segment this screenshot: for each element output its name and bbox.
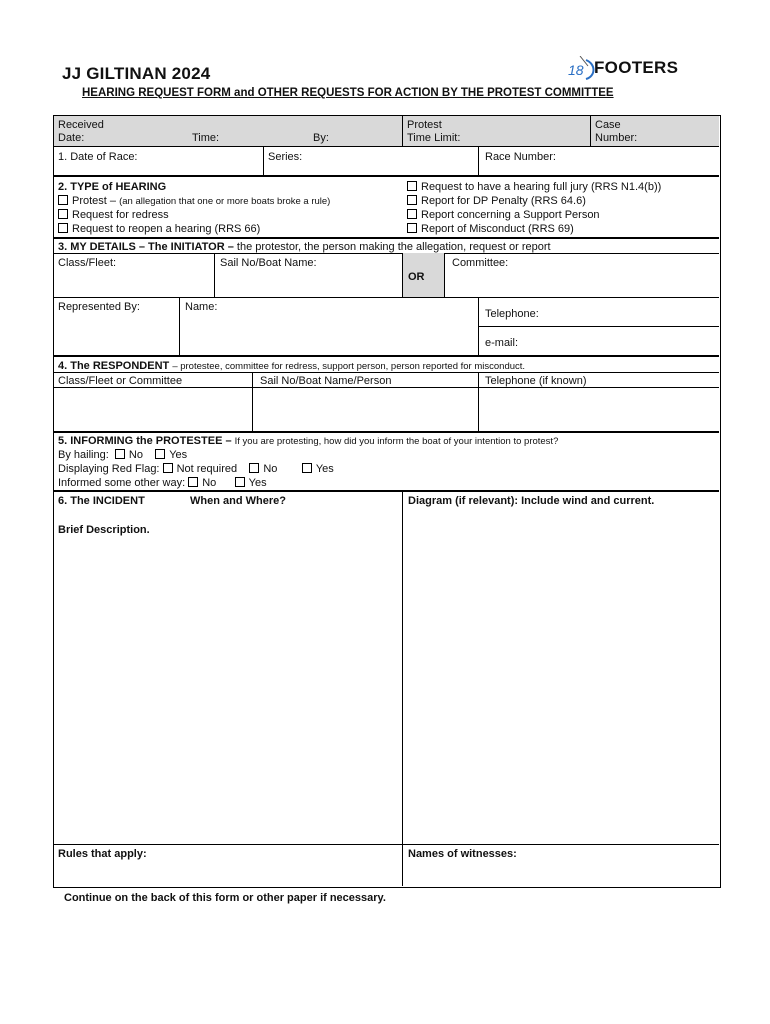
representative-name-field[interactable]: Name: <box>185 301 218 313</box>
support-person-checkbox[interactable] <box>407 209 417 219</box>
logo-mark-text: 18 <box>568 62 584 78</box>
case-number-label: Number: <box>595 132 638 144</box>
type-of-hearing-heading: 2. TYPE of HEARING <box>58 181 167 193</box>
respondent-telephone-header: Telephone (if known) <box>485 375 587 387</box>
protest-checkbox[interactable] <box>58 195 68 205</box>
full-jury-checkbox[interactable] <box>407 181 417 191</box>
protest-label: Protest <box>407 119 442 131</box>
witnesses-label: Names of witnesses: <box>408 848 517 860</box>
hailing-row: By hailing: No Yes <box>58 449 188 461</box>
dp-penalty-option[interactable]: Report for DP Penalty (RRS 64.6) <box>407 195 586 207</box>
committee-field[interactable]: Committee: <box>452 257 509 269</box>
other-yes-checkbox[interactable] <box>235 477 245 487</box>
misconduct-checkbox[interactable] <box>407 223 417 233</box>
redress-option[interactable]: Request for redress <box>58 209 169 221</box>
support-person-option[interactable]: Report concerning a Support Person <box>407 209 600 221</box>
footers-logo <box>566 44 690 84</box>
email-field[interactable]: e-mail: <box>485 337 519 349</box>
received-by-label: By: <box>313 132 329 144</box>
rules-input[interactable] <box>54 861 401 886</box>
logo-text: FOOTERS <box>594 58 679 77</box>
form-subtitle: HEARING REQUEST FORM and OTHER REQUESTS FOR ACTION BY THE PROTEST COMMITTEE <box>82 87 614 99</box>
respondent-heading: 4. The RESPONDENT – protestee, committee for redress, support person, person reported for misconduct. <box>58 360 526 372</box>
reopen-option[interactable]: Request to reopen a hearing (RRS 66) <box>58 223 260 235</box>
respondent-class-input[interactable] <box>54 388 252 431</box>
received-time-label: Time: <box>192 132 220 144</box>
series-field[interactable]: Series: <box>268 151 303 163</box>
other-way-row: Informed some other way: No Yes <box>58 477 267 489</box>
case-label: Case <box>595 119 621 131</box>
rules-label: Rules that apply: <box>58 848 147 860</box>
flag-no-checkbox[interactable] <box>249 463 259 473</box>
respondent-sail-input[interactable] <box>253 388 478 431</box>
brief-description-label: Brief Description. <box>58 524 150 536</box>
my-details-heading: 3. MY DETAILS – The INITIATOR – the protestor, the person making the allegation, request or report <box>58 241 551 253</box>
form-title: JJ GILTINAN 2024 <box>62 64 211 83</box>
full-jury-option[interactable]: Request to have a hearing full jury (RRS N1.4(b)) <box>407 181 661 193</box>
misconduct-option[interactable]: Report of Misconduct (RRS 69) <box>407 223 574 235</box>
date-of-race-field[interactable]: 1. Date of Race: <box>58 151 138 163</box>
red-flag-row: Displaying Red Flag: Not required No Yes <box>58 463 334 475</box>
time-limit-label: Time Limit: <box>407 132 461 144</box>
diagram-label: Diagram (if relevant): Include wind and current. <box>408 495 655 507</box>
description-area[interactable] <box>54 538 401 844</box>
informing-heading: 5. INFORMING the PROTESTEE – If you are protesting, how did you inform the boat of your intention to protest? <box>58 435 559 447</box>
received-date-label: Date: <box>58 132 85 144</box>
reopen-checkbox[interactable] <box>58 223 68 233</box>
race-number-field[interactable]: Race Number: <box>485 151 556 163</box>
hailing-yes-checkbox[interactable] <box>155 449 165 459</box>
footer-note: Continue on the back of this form or other paper if necessary. <box>64 892 386 904</box>
class-fleet-field[interactable]: Class/Fleet: <box>58 257 117 269</box>
other-no-checkbox[interactable] <box>188 477 198 487</box>
or-label: OR <box>408 271 425 283</box>
logo-mark-icon <box>566 56 596 80</box>
sail-no-field[interactable]: Sail No/Boat Name: <box>220 257 317 269</box>
dp-penalty-checkbox[interactable] <box>407 195 417 205</box>
hearing-request-form <box>53 115 721 888</box>
flag-yes-checkbox[interactable] <box>302 463 312 473</box>
represented-by-label: Represented By: <box>58 301 140 313</box>
respondent-class-header: Class/Fleet or Committee <box>58 375 183 387</box>
when-where-label: When and Where? <box>190 495 286 507</box>
respondent-telephone-input[interactable] <box>479 388 719 431</box>
diagram-area[interactable] <box>403 510 719 844</box>
redress-checkbox[interactable] <box>58 209 68 219</box>
protest-option[interactable]: Protest – (an allegation that one or more boats broke a rule) <box>58 195 330 208</box>
hailing-no-checkbox[interactable] <box>115 449 125 459</box>
respondent-sail-header: Sail No/Boat Name/Person <box>260 375 392 387</box>
flag-not-required-checkbox[interactable] <box>163 463 173 473</box>
incident-heading: 6. The INCIDENT <box>58 495 145 507</box>
telephone-field[interactable]: Telephone: <box>485 308 539 320</box>
received-label: Received <box>58 119 104 131</box>
witnesses-input[interactable] <box>403 861 719 886</box>
